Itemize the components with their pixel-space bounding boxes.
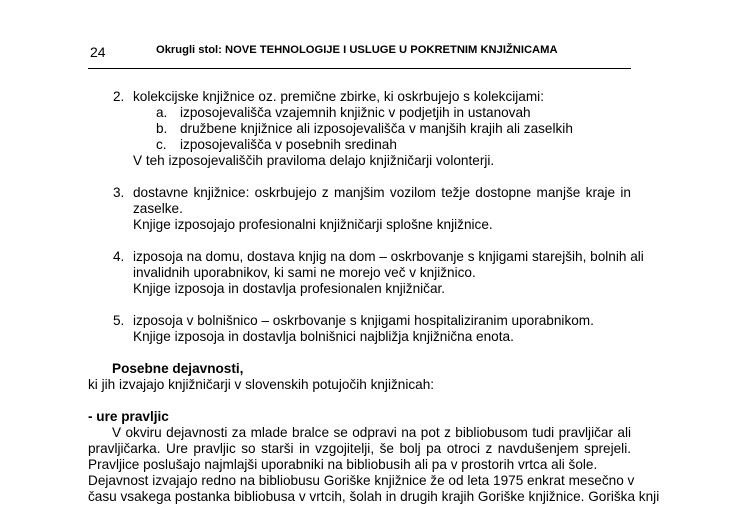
list-item-text: kolekcijske knjižnice oz. premične zbirke, ki oskrbujejo s kolekcijami: <box>133 89 544 104</box>
list-number: 3. <box>113 185 125 200</box>
header-rule <box>88 68 631 69</box>
list-number: 2. <box>113 89 125 104</box>
list-item-text: zaselke. <box>133 201 183 216</box>
paragraph-line: V okviru dejavnosti za mlade bralce se odpravi na pot z bibliobusom tudi pravljičar ali <box>112 425 631 440</box>
section-heading: Posebne dejavnosti, <box>112 361 244 376</box>
sublist-letter: a. <box>156 105 168 120</box>
subsection-heading: - ure pravljic <box>88 409 169 424</box>
sublist-letter: c. <box>156 137 167 152</box>
list-item-note: V teh izposojevališčih praviloma delajo knjižničarji volonterji. <box>133 153 495 168</box>
list-item-text: invalidnih uporabnikov, ki sami ne morejo več v knjižnico. <box>133 265 476 280</box>
list-item-note: Knjige izposojajo profesionalni knjižničarji splošne knjižnice. <box>133 217 493 232</box>
running-header: Okrugli stol: NOVE TEHNOLOGIJE I USLUGE U POKRETNIM KNJIŽNICAMA <box>156 44 558 56</box>
section-subheading: ki jih izvajajo knjižničarji v slovenskih potujočih knjižnicah: <box>88 377 435 392</box>
sublist-letter: b. <box>156 121 168 136</box>
sublist-item: izposojevališča v posebnih sredinah <box>180 137 397 152</box>
list-item-text: izposoja na domu, dostava knjig na dom – oskrbovanje s knjigami starejših, bolnih ali <box>133 249 644 264</box>
list-item-text: izposoja v bolnišnico – oskrbovanje s knjigami hospitaliziranim uporabnikom. <box>133 313 594 328</box>
list-number: 5. <box>113 313 125 328</box>
paragraph-line: Dejavnost izvajajo redno na bibliobusu Goriške knjižnice že od leta 1975 enkrat mesečno v <box>88 473 635 488</box>
list-item-note: Knjige izposoja in dostavlja bolnišnici najbližja knjižnična enota. <box>133 329 514 344</box>
page-number: 24 <box>90 44 106 60</box>
list-item-text: dostavne knjižnice: oskrbujejo z manjšim vozilom težje dostopne manjše kraje in <box>133 185 631 200</box>
list-item-note: Knjige izposoja in dostavlja profesionalen knjižničar. <box>133 281 446 296</box>
paragraph-line: pravljičarka. Ure pravljic so starši in vzgojitelji, še bolj pa otroci z navdušenjem sprejeli. <box>88 441 631 456</box>
paragraph-line: času vsakega postanka bibliobusa v vrtcih, šolah in drugih krajih Goriške knjižnice. Goriška knji <box>88 489 660 504</box>
sublist-item: izposojevališča vzajemnih knjižnic v podjetjih in ustanovah <box>180 105 531 120</box>
sublist-item: družbene knjižnice ali izposojevališča v manjših krajih ali zaselkih <box>180 121 573 136</box>
paragraph-line: Pravljice poslušajo najmlajši uporabniki na bibliobusih ali pa v prostorih vrtca ali šole. <box>88 457 598 472</box>
list-number: 4. <box>113 249 125 264</box>
